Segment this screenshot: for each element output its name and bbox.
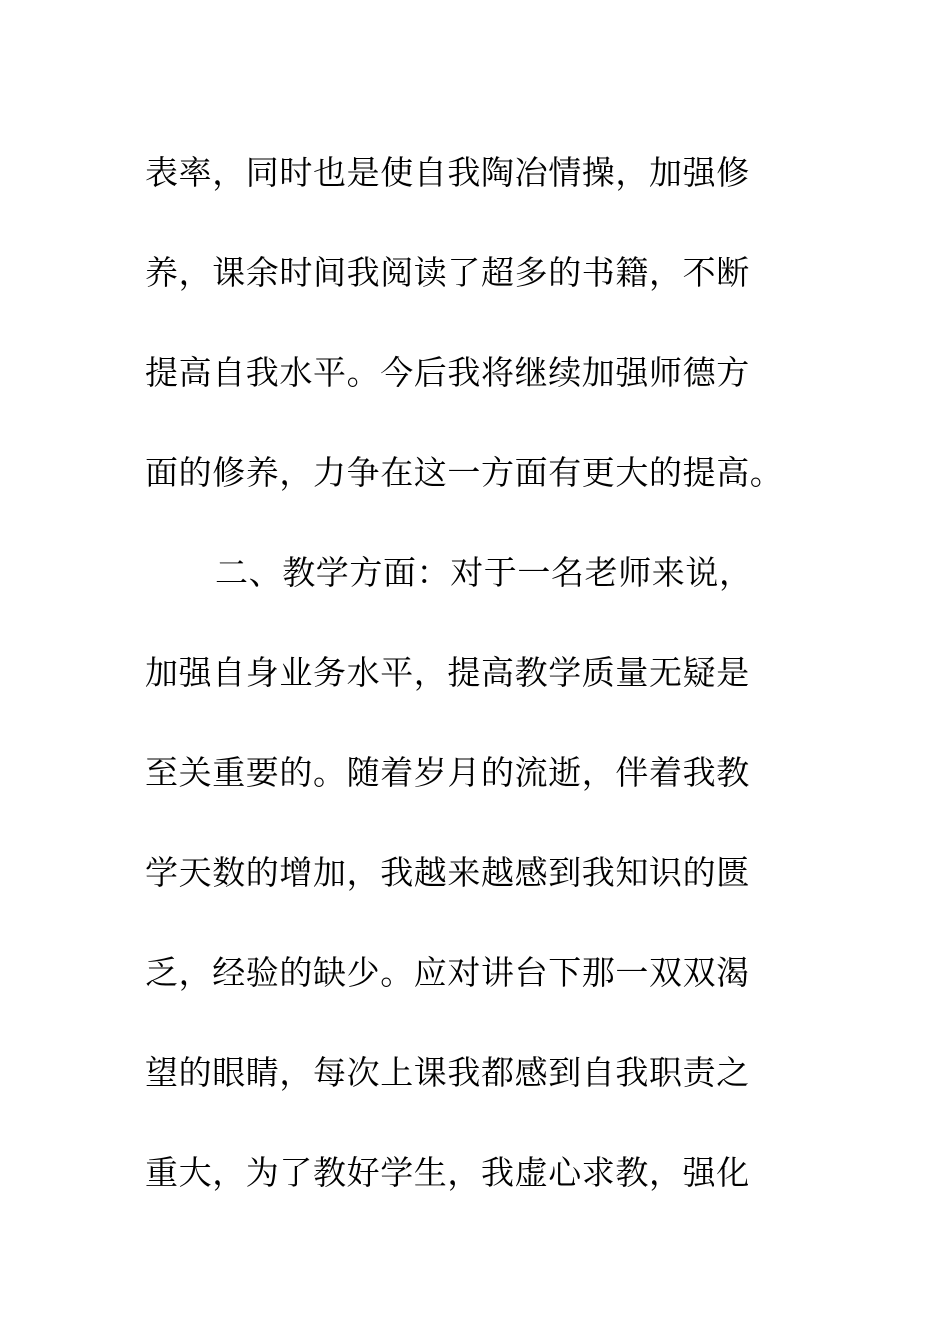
text-line-4: 面的修养，力争在这一方面有更大的提高。 — [145, 453, 784, 492]
text-line-1: 表率，同时也是使自我陶冶情操，加强修 — [145, 153, 750, 192]
text-line-6: 加强自身业务水平，提高教学质量无疑是 — [145, 653, 750, 692]
text-line-11: 重大，为了教好学生，我虚心求教，强化 — [145, 1153, 750, 1192]
text-line-3: 提高自我水平。今后我将继续加强师德方 — [145, 353, 750, 392]
text-line-8: 学天数的增加，我越来越感到我知识的匮 — [145, 853, 750, 892]
text-line-7: 至关重要的。随着岁月的流逝，伴着我教 — [145, 753, 750, 792]
text-line-10: 望的眼睛，每次上课我都感到自我职责之 — [145, 1053, 750, 1092]
text-line-2: 养，课余时间我阅读了超多的书籍，不断 — [145, 253, 750, 292]
section-heading-line: 二、教学方面：对于一名老师来说， — [215, 553, 753, 592]
body-text — [145, 123, 805, 1223]
text-line-9: 乏，经验的缺少。应对讲台下那一双双渴 — [145, 953, 750, 992]
